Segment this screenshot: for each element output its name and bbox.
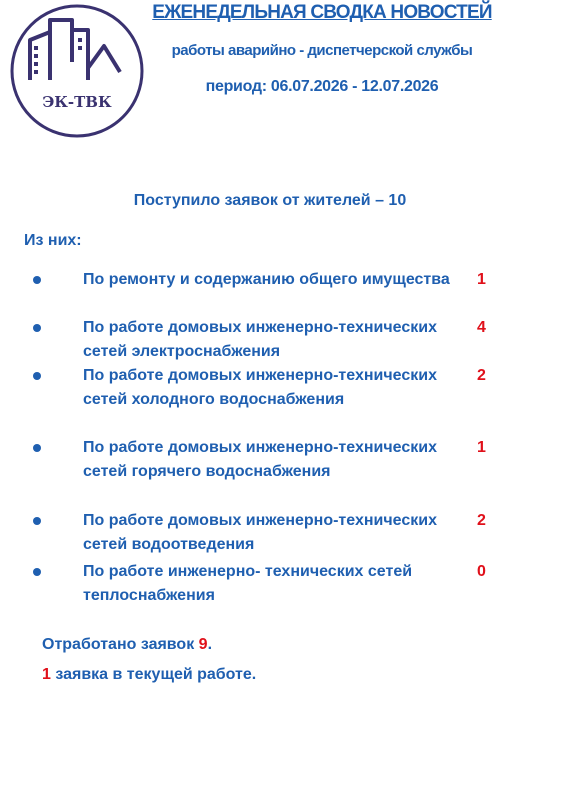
bullet-icon xyxy=(33,372,41,380)
in-work-label: заявка в текущей работе. xyxy=(50,666,257,683)
company-logo xyxy=(8,2,146,140)
category-label: По работе домовых инженерно-технических сетей холодного водоснабжения xyxy=(83,367,437,408)
category-count: 1 xyxy=(477,271,486,288)
bullet-icon xyxy=(33,568,41,576)
category-label: По работе домовых инженерно-технических сетей горячего водоснабжения xyxy=(83,439,437,480)
processed-label: Отработано заявок xyxy=(42,636,199,653)
logo-text: ЭК-ТВК xyxy=(42,93,112,111)
requests-in-work xyxy=(42,666,256,684)
category-label: По ремонту и содержанию общего имущества xyxy=(83,271,450,288)
category-label: По работе инженерно- технических сетей теплоснабжения xyxy=(83,563,413,604)
breakdown-heading: Из них: xyxy=(24,232,82,249)
processed-count: 9 xyxy=(198,636,208,653)
page-subtitle: работы аварийно - диспетчерской службы xyxy=(171,42,473,59)
in-work-count: 1 xyxy=(42,666,51,683)
category-label: По работе домовых инженерно-технических сетей электроснабжения xyxy=(83,319,437,360)
category-count: 0 xyxy=(477,563,486,580)
processed-requests xyxy=(42,636,212,654)
category-count: 1 xyxy=(477,439,486,456)
bullet-icon xyxy=(33,517,41,525)
bullet-icon xyxy=(33,444,41,452)
received-requests-total: Поступило заявок от жителей – 10 xyxy=(133,192,407,209)
bullet-icon xyxy=(33,324,41,332)
report-period: период: 06.07.2026 - 12.07.2026 xyxy=(205,78,439,95)
processed-suffix: . xyxy=(207,636,213,653)
category-label: По работе домовых инженерно-технических сетей водоотведения xyxy=(83,512,437,553)
page-title: ЕЖЕНЕДЕЛЬНАЯ СВОДКА НОВОСТЕЙ xyxy=(152,2,492,23)
category-count: 2 xyxy=(477,512,486,529)
category-count: 4 xyxy=(477,319,486,336)
category-count: 2 xyxy=(477,367,486,384)
bullet-icon xyxy=(33,276,41,284)
